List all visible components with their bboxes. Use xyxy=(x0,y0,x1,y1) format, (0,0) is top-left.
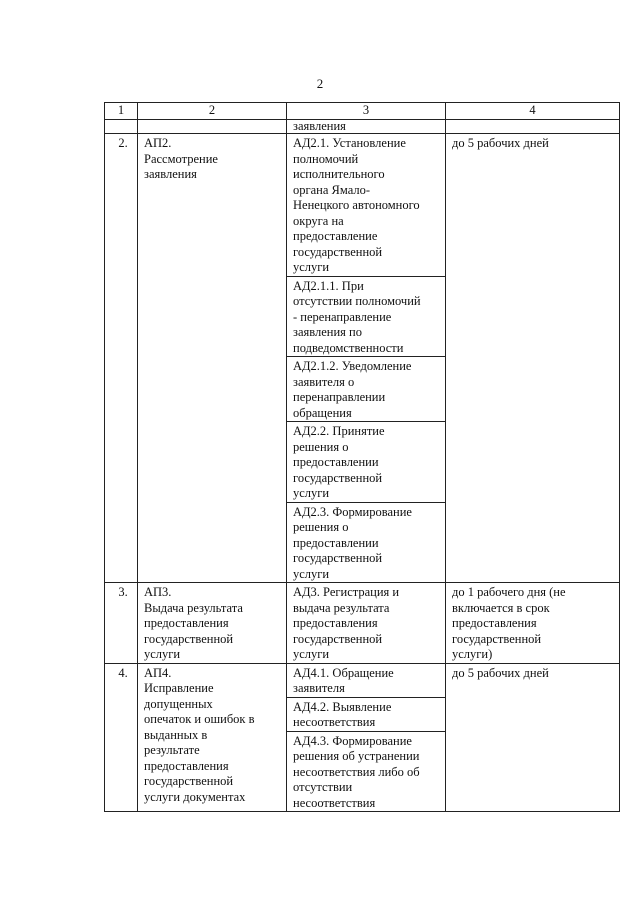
action-cell xyxy=(287,134,446,277)
header-cell: 1 xyxy=(105,103,138,120)
term-cell xyxy=(446,663,620,812)
text-line: несоответствия xyxy=(293,795,376,810)
action-text xyxy=(293,359,445,421)
text-line: предоставлении xyxy=(293,535,379,550)
text-line: АП3. xyxy=(144,585,172,599)
continuation-row xyxy=(105,120,620,134)
text-line: - перенаправление xyxy=(293,309,392,324)
text-line: заявителя о xyxy=(293,374,355,389)
action-cell xyxy=(287,731,446,812)
stage-text xyxy=(144,585,286,663)
text-line: предоставление xyxy=(293,229,378,243)
text-line: государственной xyxy=(293,631,383,646)
table-row xyxy=(105,134,620,277)
text-line: решения о xyxy=(293,439,349,454)
text-line: результате xyxy=(144,743,200,757)
continuation-cell: заявления xyxy=(287,120,446,134)
page-number: 2 xyxy=(316,76,324,91)
text-line: до 5 рабочих дней xyxy=(452,665,549,680)
text-line: округа на xyxy=(293,213,344,228)
stage-cell xyxy=(138,663,287,812)
text-line: решения об устранении xyxy=(293,749,420,763)
text-line: предоставления xyxy=(144,758,229,773)
text-line: до 5 рабочих дней xyxy=(452,136,549,150)
text-line: включается в срок xyxy=(452,600,550,615)
text-line: обращения xyxy=(293,405,352,420)
text-line: Выдача результата xyxy=(144,600,243,615)
action-text xyxy=(293,505,445,583)
term-text xyxy=(452,136,619,152)
text-line: допущенных xyxy=(144,696,213,711)
text-line: АД4.2. Выявление xyxy=(293,699,392,714)
text-line: государственной xyxy=(452,631,542,646)
action-text xyxy=(293,136,445,276)
stage-cell xyxy=(138,583,287,664)
header-cell: 2 xyxy=(138,103,287,120)
procedures-table xyxy=(104,102,620,812)
row-number: 2. xyxy=(105,134,138,583)
text-line: АД3. Регистрация и xyxy=(293,585,400,599)
stage-text xyxy=(144,666,286,806)
header-cell: 4 xyxy=(446,103,620,120)
stage-text xyxy=(144,136,286,183)
text-line: перенаправлении xyxy=(293,390,386,404)
text-line: государственной xyxy=(293,551,383,565)
text-line: отсутствии xyxy=(293,780,353,794)
text-line: несоответствия xyxy=(293,715,376,729)
text-line: исполнительного xyxy=(293,167,385,181)
stage-cell xyxy=(138,134,287,583)
text-line: органа Ямало- xyxy=(293,182,371,197)
text-line: подведомственности xyxy=(293,340,404,355)
action-cell xyxy=(287,357,446,422)
text-line: решения о xyxy=(293,520,349,534)
term-text xyxy=(452,666,619,682)
action-text xyxy=(293,700,445,731)
table-row xyxy=(105,583,620,664)
action-text xyxy=(293,424,445,502)
text-line: АД4.1. Обращение xyxy=(293,665,394,680)
text-line: до 1 рабочего дня (не xyxy=(452,585,566,599)
text-line: отсутствии полномочий xyxy=(293,294,421,308)
action-text xyxy=(293,279,445,357)
term-cell xyxy=(446,583,620,664)
text-line: услуги xyxy=(293,566,330,581)
text-line: заявления xyxy=(144,167,197,181)
action-cell xyxy=(287,276,446,357)
action-text xyxy=(293,585,445,663)
text-line: АД4.3. Формирование xyxy=(293,733,412,748)
text-line: Исправление xyxy=(144,681,214,695)
text-line: АД2.1.2. Уведомление xyxy=(293,359,412,373)
header-row xyxy=(105,103,620,120)
row-number: 4. xyxy=(105,663,138,812)
action-cell xyxy=(287,502,446,583)
text-line: полномочий xyxy=(293,151,359,166)
text-line: государственной xyxy=(293,244,383,259)
text-line: услуги документах xyxy=(144,789,246,804)
text-line: АД2.1.1. При xyxy=(293,278,364,293)
text-line: выданных в xyxy=(144,727,208,742)
text-line: АД2.3. Формирование xyxy=(293,504,412,519)
text-line: услуги xyxy=(144,647,181,661)
text-line: Ненецкого автономного xyxy=(293,198,420,212)
term-cell xyxy=(446,134,620,583)
text-line: услуги xyxy=(293,260,330,274)
text-line: опечаток и ошибок в xyxy=(144,712,255,726)
action-cell xyxy=(287,697,446,731)
text-line: предоставления xyxy=(144,616,229,630)
header-cell: 3 xyxy=(287,103,446,120)
text-line: АД2.1. Установление xyxy=(293,136,406,150)
text-line: заявления по xyxy=(293,325,362,339)
text-line: государственной xyxy=(144,774,234,788)
text-line: АП2. xyxy=(144,136,172,150)
text-line: выдача результата xyxy=(293,600,390,615)
text-line: Рассмотрение xyxy=(144,151,218,166)
text-line: услуги xyxy=(293,486,330,500)
term-text xyxy=(452,585,619,663)
action-cell xyxy=(287,422,446,503)
text-line: АП4. xyxy=(144,665,172,680)
text-line: услуги xyxy=(293,647,330,661)
text-line: заявителя xyxy=(293,681,345,695)
action-cell xyxy=(287,583,446,664)
text-line: предоставления xyxy=(452,616,537,630)
text-line: предоставления xyxy=(293,616,378,630)
text-line: государственной xyxy=(144,631,234,646)
action-cell xyxy=(287,663,446,697)
text-line: государственной xyxy=(293,470,383,485)
action-text xyxy=(293,734,445,812)
text-line: услуги) xyxy=(452,647,493,661)
text-line: несоответствия либо об xyxy=(293,764,420,779)
text-line: АД2.2. Принятие xyxy=(293,424,385,438)
action-text xyxy=(293,666,445,697)
text-line: предоставлении xyxy=(293,455,379,469)
table-row xyxy=(105,663,620,697)
row-number: 3. xyxy=(105,583,138,664)
